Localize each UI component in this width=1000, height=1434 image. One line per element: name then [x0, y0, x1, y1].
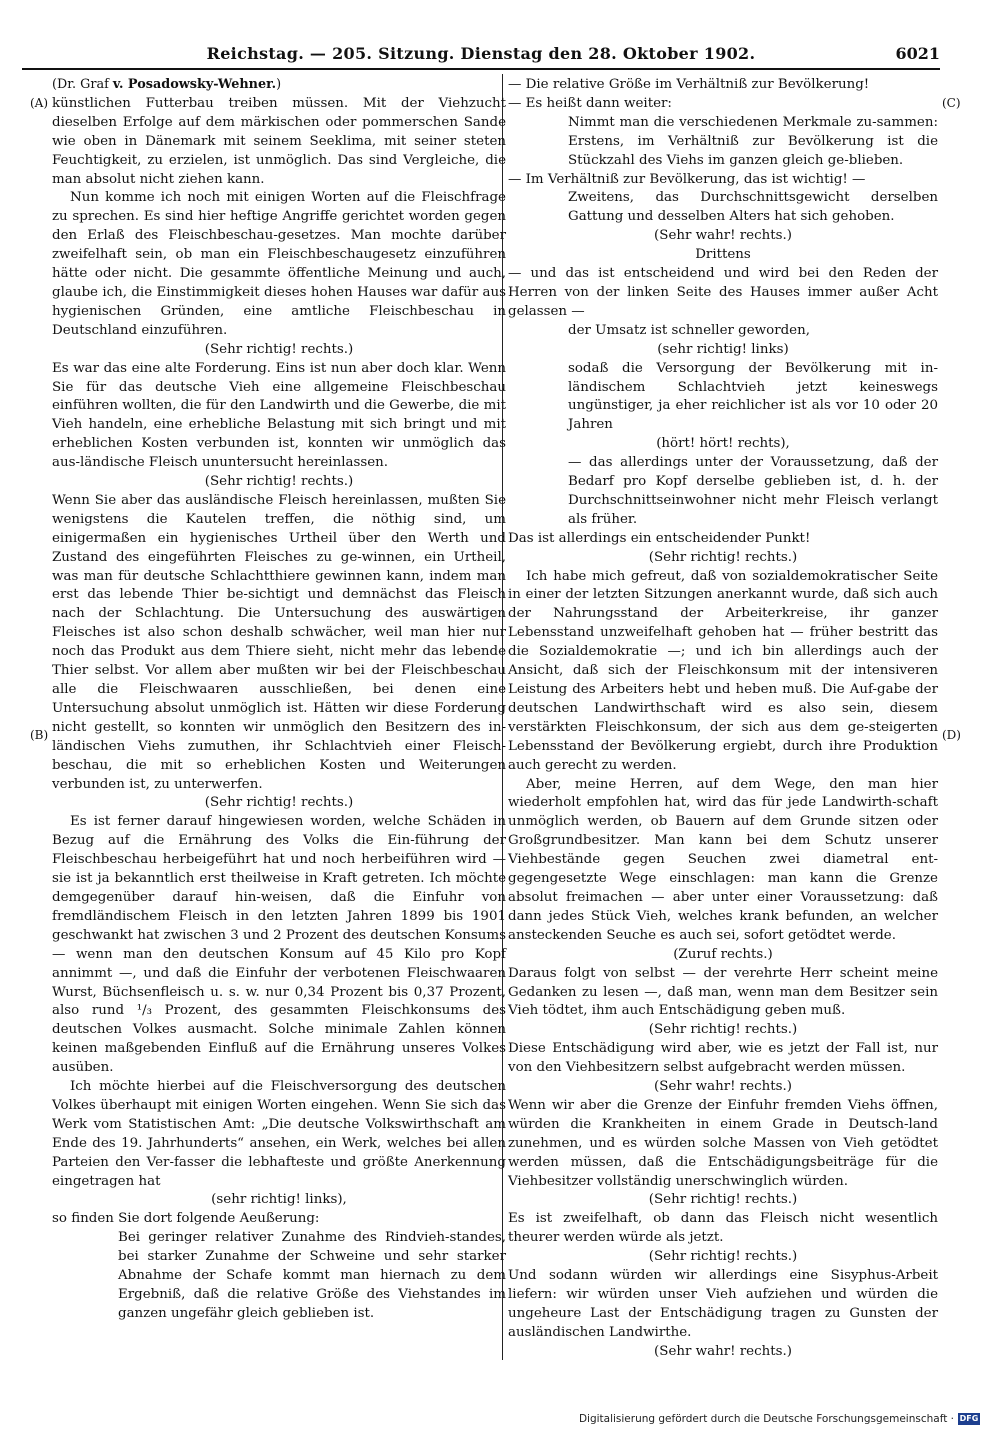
paragraph: Das ist allerdings ein entscheidender Punkt! [508, 530, 811, 546]
right-column [508, 76, 938, 1362]
quotation: — das allerdings unter der Voraussetzung, daß der Bedarf pro Kopf derselbe geblieben ist, d. h. der Durchschnittseinwohner nicht mehr Fleisch verlangt als früher. [568, 455, 938, 527]
paragraph: Es ist ferner darauf hingewiesen worden, welche Schäden in Bezug auf die Ernährung des Volks die Ein-führung der Fleischbeschau herbeigeführt hat und noch herbeiführen wird — sie ist ja bekanntlich erst theilweise in Kraft getreten. Ich möchte demgegenüber darauf hin-weisen, daß die Einfuhr von fremdländischem Fleisch in den letzten Jahren 1899 bis 1901 geschwankt hat zwischen 3 und 2 Prozent des deutschen Konsums — wenn man den deutschen Konsum auf 45 Kilo pro Kopf annimmt —, und daß die Einfuhr der verbotenen Fleischwaaren Wurst, Büchsenfleisch u. s. w. nur 0,34 Prozent bis 0,37 Prozent, also rund ¹/₃ Prozent, des gesammten Fleischkonsums des deutschen Volkes ausmacht. Solche minimale Zahlen können keinen maßgebenden Einfluß auf die Ernährung unseres Volkes ausüben. [52, 814, 506, 1076]
quotation: Nimmt man die verschiedenen Merkmale zu-sammen: Erstens, im Verhältniß zur Bevölkerung ist die Stückzahl des Viehs im ganzen gleich ge-blieben. [568, 114, 938, 168]
interjection: (Sehr wahr! rechts.) [654, 1343, 792, 1359]
interjection: (Sehr richtig! rechts.) [648, 1249, 798, 1265]
quotation-heading: Drittens [695, 247, 751, 263]
speaker-suffix: ) [276, 77, 282, 92]
paragraph: Es ist zweifelhaft, ob dann das Fleisch nicht wesentlich theurer werden würde als jetzt. [508, 1211, 938, 1246]
interjection: (Sehr richtig! rechts.) [204, 341, 354, 357]
interjection: (sehr richtig! links), [211, 1192, 347, 1208]
left-column [52, 76, 506, 1324]
paragraph: künstlichen Futterbau treiben müssen. Mit der Viehzucht dieselben Erfolge auf dem märkischen oder pommerschen Sande wie oben in Dänemark mit seinem Seeklima, mit seiner steten Feuchtigkeit, zu erzielen, ist unmöglich. Das sind Vergleiche, die man absolut nicht ziehen kann. [52, 95, 506, 187]
paragraph: — Im Verhältniß zur Bevölkerung, das ist wichtig! — [508, 171, 866, 187]
interjection: (Sehr richtig! rechts.) [648, 1022, 798, 1038]
paragraph: Nun komme ich noch mit einigen Worten auf die Fleischfrage zu sprechen. Es sind hier heftige Angriffe gerichtet worden gegen den Erlaß des Fleischbeschau-gesetzes. Man mochte darüber zweifelhaft sein, ob man ein Fleischbeschaugesetz einzuführen hätte oder nicht. Die gesammte öffentliche Meinung und auch, glaube ich, die Einstimmigkeit dieses hohen Hauses war dafür aus hygienischen Gründen, eine amtliche Fleischbeschau in Deutschland einzuführen. [52, 190, 506, 338]
paragraph: Wenn Sie aber das ausländische Fleisch hereinlassen, mußten Sie wenigstens die Kautelen treffen, die nöthig sind, um einigermaßen ein hygienisches Urtheil über den Werth und Zustand des eingeführten Fleisches zu ge-winnen, ein Urtheil, was man für deutsche Schlachtthiere gewinnen kann, indem man erst das lebende Thier be-sichtigt und demnächst das Fleisch nach der Schlachtung. Die Untersuchung des auswärtigen Fleisches ist also schon deshalb schwächer, weil man hier nur noch das Produkt aus dem Thiere sieht, nicht mehr das lebende Thier selbst. Vor allem aber mußten wir bei der Fleischbeschau alle die Fleischwaaren ausschließen, bei denen eine Untersuchung absolut unmöglich ist. Hätten wir diese Forderung nicht gestellt, so konnten wir unmöglich den Besitzern des in-ländischen Viehs zumuthen, ihr Schlachtvieh einer Fleisch-beschau, die mit so erheblichen Kosten und Weiterungen verbunden ist, zu unterwerfen. [52, 492, 506, 792]
interjection: (Zuruf rechts.) [673, 946, 773, 962]
paragraph: Daraus folgt von selbst — der verehrte Herr scheint meine Gedanken zu lesen —, daß man, wenn man dem Besitzer sein Vieh tödtet, ihm auch Entschädigung geben muß. [508, 965, 938, 1019]
quotation: Zweitens, das Durchschnittsgewicht derselben Gattung und desselben Alters hat sich gehoben. [568, 190, 938, 225]
dfg-logo: DFG [959, 1414, 979, 1423]
paragraph: Ich möchte hierbei auf die Fleischversorgung des deutschen Volkes überhaupt mit einigen Worten eingehen. Wenn Sie sich das Werk vom Statistischen Amt: „Die deutsche Volkswirthschaft am Ende des 19. Jahrhunderts“ ansehen, ein Werk, welches bei allen Parteien den Ver-fasser die lebhafteste und größte Anerkennung eingetragen hat [52, 1079, 506, 1189]
margin-marker-a: (A) [30, 96, 49, 110]
interjection: (Sehr richtig! rechts.) [204, 474, 354, 490]
interjection: (hört! hört! rechts), [656, 436, 790, 452]
interjection: (Sehr richtig! rechts.) [204, 795, 354, 811]
paragraph: so finden Sie dort folgende Aeußerung: [52, 1211, 320, 1227]
interjection: (sehr richtig! links) [657, 341, 789, 357]
paragraph: Ich habe mich gefreut, daß von sozialdemokratischer Seite in einer der letzten Sitzungen anerkannt wurde, daß sich auch der Nahrungsstand der Arbeiterkreise, ihr ganzer Lebensstand unzweifelhaft gehoben hat — früher bestritt das die Sozialdemokratie —; und ich bin allerdings auch der Ansicht, daß sich der Fleischkonsum mit der intensiveren Leistung des Arbeiters hebt und heben muß. Die Auf-gabe der deutschen Landwirthschaft wird es also sein, diesem verstärkten Fleischkonsum, der sich aus dem ge-steigerten Lebensstand der Bevölkerung ergiebt, durch ihre Produktion auch gerecht zu werden. [508, 568, 938, 773]
margin-marker-d: (D) [942, 728, 961, 742]
footer-text: Digitalisierung gefördert durch die Deutsche Forschungsgemeinschaft · [578, 1413, 954, 1425]
margin-marker-c: (C) [942, 96, 961, 110]
page-number: 6021 [895, 44, 940, 63]
speaker-line [52, 76, 506, 95]
paragraph: — und das ist entscheidend und wird bei den Reden der Herren von der linken Seite des Hauses immer außer Acht gelassen — [508, 266, 938, 319]
paragraph: — Die relative Größe im Verhältniß zur Bevölkerung! [508, 77, 870, 92]
paragraph: — Es heißt dann weiter: [508, 95, 672, 111]
quotation: Bei geringer relativer Zunahme des Rindvieh-standes, bei starker Zunahme der Schweine und sehr starker Abnahme der Schafe kommt man hiernach zu dem Ergebniß, daß die relative Größe des Viehstandes im ganzen ungefähr gleich geblieben ist. [118, 1230, 506, 1321]
interjection: (Sehr wahr! rechts.) [654, 228, 792, 244]
footer-credit [579, 1413, 980, 1425]
interjection: (Sehr richtig! rechts.) [648, 549, 798, 565]
speaker-prefix: (Dr. Graf [52, 77, 113, 92]
quotation: sodaß die Versorgung der Bevölkerung mit in-ländischem Schlachtvieh jetzt keineswegs ungünstiger, ja eher reichlicher ist als vor 10 oder 20 Jahren [568, 360, 938, 433]
paragraph: Es war das eine alte Forderung. Eins ist nun aber doch klar. Wenn Sie für das deutsche Vieh eine allgemeine Fleischbeschau einführen wollten, die für den Landwirth und die Gewerbe, die mit Vieh handeln, eine erhebliche Belastung mit sich bringt und mit erheblichen Kosten verbunden ist, konnten wir unmöglich das aus-ländische Fleisch ununtersucht hereinlassen. [52, 360, 506, 471]
page-header [22, 42, 940, 70]
paragraph: Wenn wir aber die Grenze der Einfuhr fremden Viehs öffnen, würden die Krankheiten in einem Grade in Deutsch-land zunehmen, und es würden solche Massen von Vieh getödtet werden müssen, daß die Entschädigungsbeiträge für die Viehbesitzer vollständig unerschwinglich würden. [508, 1097, 938, 1189]
paragraph: Und sodann würden wir allerdings eine Sisyphus-Arbeit liefern: wir würden unser Vieh aufziehen und würden die ungeheure Last der Entschädigung tragen zu Gunsten der ausländischen Landwirthe. [508, 1268, 938, 1340]
paragraph: Diese Entschädigung wird aber, wie es jetzt der Fall ist, nur von den Viehbesitzern selbst aufgebracht werden müssen. [508, 1041, 938, 1076]
interjection: (Sehr richtig! rechts.) [648, 1192, 798, 1208]
paragraph: Aber, meine Herren, auf dem Wege, den man hier wiederholt empfohlen hat, wird das für jede Landwirth-schaft unmöglich werden, ob Bauern auf dem Grunde sitzen oder Großgrundbesitzer. Man kann bei dem Schutz unserer Viehbestände gegen Seuchen zwei diametral ent-gegengesetzte Wege einschlagen: man kann die Grenze absolut freimachen — aber unter einer Voraussetzung: daß dann jedes Stück Vieh, welches krank befunden, an welcher ansteckenden Seuche es auch sei, sofort getödtet werde. [508, 776, 938, 943]
margin-marker-b: (B) [30, 728, 49, 742]
quotation: der Umsatz ist schneller geworden, [568, 322, 810, 338]
speaker-name: v. Posadowsky-Wehner. [112, 77, 277, 92]
interjection: (Sehr wahr! rechts.) [654, 1079, 792, 1095]
header-title: Reichstag. — 205. Sitzung. Dienstag den 28. Oktober 1902. [206, 44, 756, 63]
